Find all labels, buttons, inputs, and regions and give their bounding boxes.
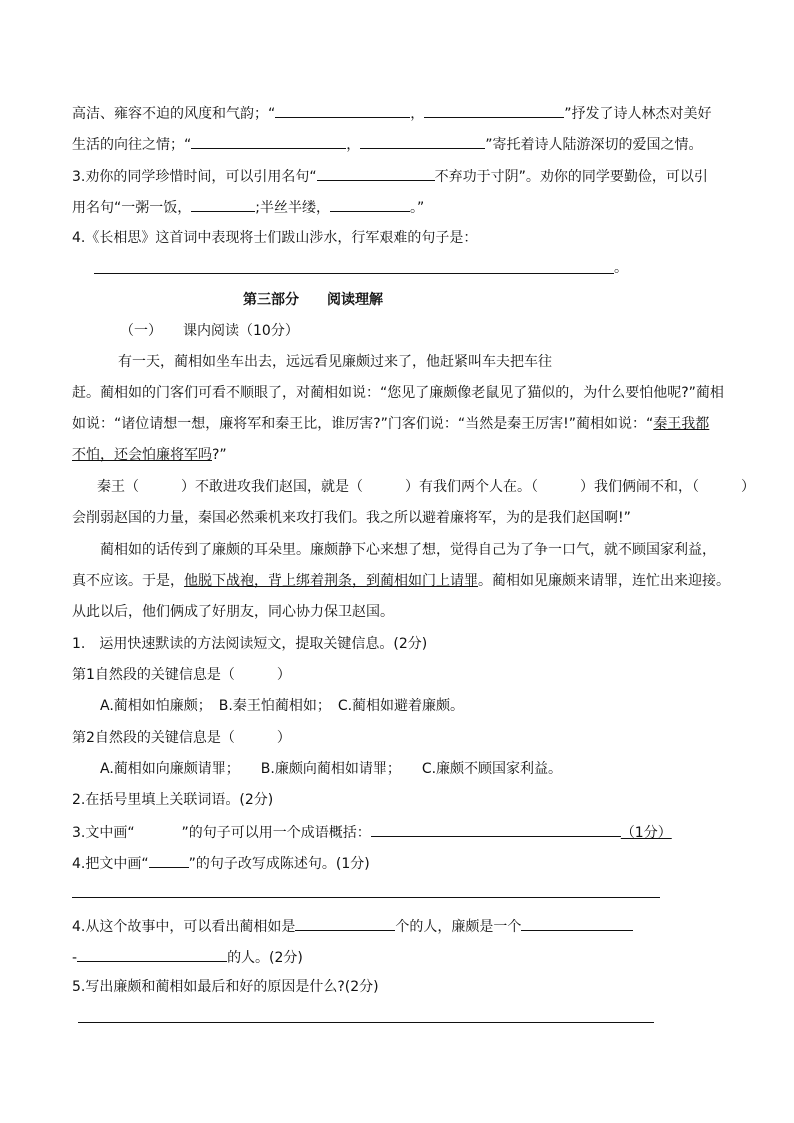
section-title [243,290,383,310]
question-3 [72,821,672,843]
question-1b: 第2自然段的关键信息是（ ） [72,730,291,746]
text: 4.从这个故事中，可以看出蔺相如是 [72,919,296,935]
passage-p1-line-4 [72,445,227,465]
text: 个的人，廉颇是一个 [395,919,522,935]
passage-p2-line-1: 秦王（ ）不敢进攻我们赵国，就是（ ）有我们两个人在。（ ）我们俩闹不和，（ ） [97,479,755,495]
text: 如说：“诸位请想一想，廉将军和秦王比，谁厉害?”门客们说：“当然是秦王厉害!”蔺相如说：“ [72,416,654,432]
blank[interactable] [371,821,621,837]
question-4-rewrite [72,852,370,874]
wavy-line-mark: ~~~~ [134,825,182,841]
text: 3.劝你的同学珍惜时间，可以引用名句“ [72,169,317,185]
text: ?” [212,447,227,463]
blank[interactable] [77,946,227,962]
text: 高洁、雍容不迫的风度和气韵；“ [72,106,276,122]
text: ”的句子改写成陈述句。(1分) [188,856,370,872]
text: - [72,950,78,966]
passage-p1-line-1: 有一天，蔺相如坐车出去，远远看见廉颇过来了，他赶紧叫车夫把车往 [118,354,552,370]
text: 生活的向往之情；“ [72,137,192,153]
blank[interactable] [275,102,410,118]
question-2: 2.在括号里填上关联词语。(2分) [72,792,274,808]
blank[interactable] [317,165,435,181]
section-name: 阅读理解 [327,292,383,308]
text: ， [346,137,361,153]
passage-p2-line-2: 会削弱赵国的力量，秦国必然乘机来攻打我们。我之所以避着廉将军，为的是我们赵国啊!” [72,510,631,526]
question-5: 5.写出廉颇和蔺相如最后和好的原因是什么?(2分) [72,979,379,995]
blank[interactable] [360,133,485,149]
text: ;半丝半缕， [255,200,330,216]
answer-line[interactable] [72,897,660,898]
text: 4.把文中画“ [72,856,149,872]
question-4b-line-2 [72,946,303,968]
text: 4.《长相思》这首词中表现将士们跋山涉水，行军艰难的句子是： [72,230,478,246]
text: 3.文中画“ [72,825,135,841]
question-3-line-1 [72,165,708,187]
blank[interactable] [424,102,564,118]
blank[interactable] [295,915,395,931]
passage-p3-line-2 [72,571,730,591]
question-1: 1. 运用快速默读的方法阅读短文，提取关键信息。(2分) [72,636,428,652]
poem-line-2 [72,133,703,155]
text: 。蔺相如见廉颇来请罪，连忙出来迎接。 [478,573,730,589]
blank[interactable] [521,915,633,931]
question-1a-options[interactable]: A.蔺相如怕廉颇； B.秦王怕蔺相如； C.蔺相如避着廉颇。 [100,698,465,714]
underlined-sentence: 不怕，还会怕廉将军吗 [72,447,212,463]
text: 。” [409,200,425,216]
text: 用名句“一粥一饭， [72,200,192,216]
question-1a: 第1自然段的关键信息是（ ） [72,667,291,683]
period: 。 [614,260,628,276]
blank[interactable] [191,196,255,212]
passage-p3-line-3: 从此以后，他们俩成了好朋友，同心协力保卫赵国。 [72,604,394,620]
straight-line-mark [149,852,189,868]
question-4b-line-1 [72,915,633,937]
answer-line[interactable] [94,273,614,274]
poem-line-1 [72,102,712,124]
part-1-title: （一） 课内阅读（10分） [120,323,299,339]
passage-p3-line-1: 蔺相如的话传到了廉颇的耳朵里。廉颇静下心来想了想，觉得自己为了争一口气，就不顾国家利益， [100,542,716,558]
text: ”寄托着诗人陆游深切的爱国之情。 [485,137,703,153]
text: 不弃功于寸阴”。劝你的同学要勤俭，可以引 [434,169,708,185]
score: （1分） [620,825,672,841]
passage-p1-line-3 [72,414,709,434]
underlined-sentence: 他脱下战袍，背上绑着荆条，到蔺相如门上请罪 [184,573,478,589]
text: 的人。(2分) [227,950,303,966]
question-1b-options[interactable]: A.蔺相如向廉颇请罪； B.廉颇向蔺相如请罪； C.廉颇不顾国家利益。 [100,761,563,777]
text: ， [410,106,425,122]
text: ”抒发了诗人林杰对美好 [564,106,712,122]
answer-line[interactable] [78,1022,654,1023]
blank[interactable] [330,196,410,212]
text: 真不应该。于是， [72,573,184,589]
section-number: 第三部分 [243,292,299,308]
passage-p1-line-2: 赶。蔺相如的门客们可看不顺眼了，对蔺相如说：“您见了廉颇像老鼠见了猫似的，为什么要怕他呢?”蔺相 [72,385,724,401]
question-3-line-2 [72,196,424,218]
underlined-sentence: 秦王我都 [653,416,710,432]
text: ”的句子可以用一个成语概括： [181,825,371,841]
blank[interactable] [191,133,346,149]
question-4 [72,228,477,248]
